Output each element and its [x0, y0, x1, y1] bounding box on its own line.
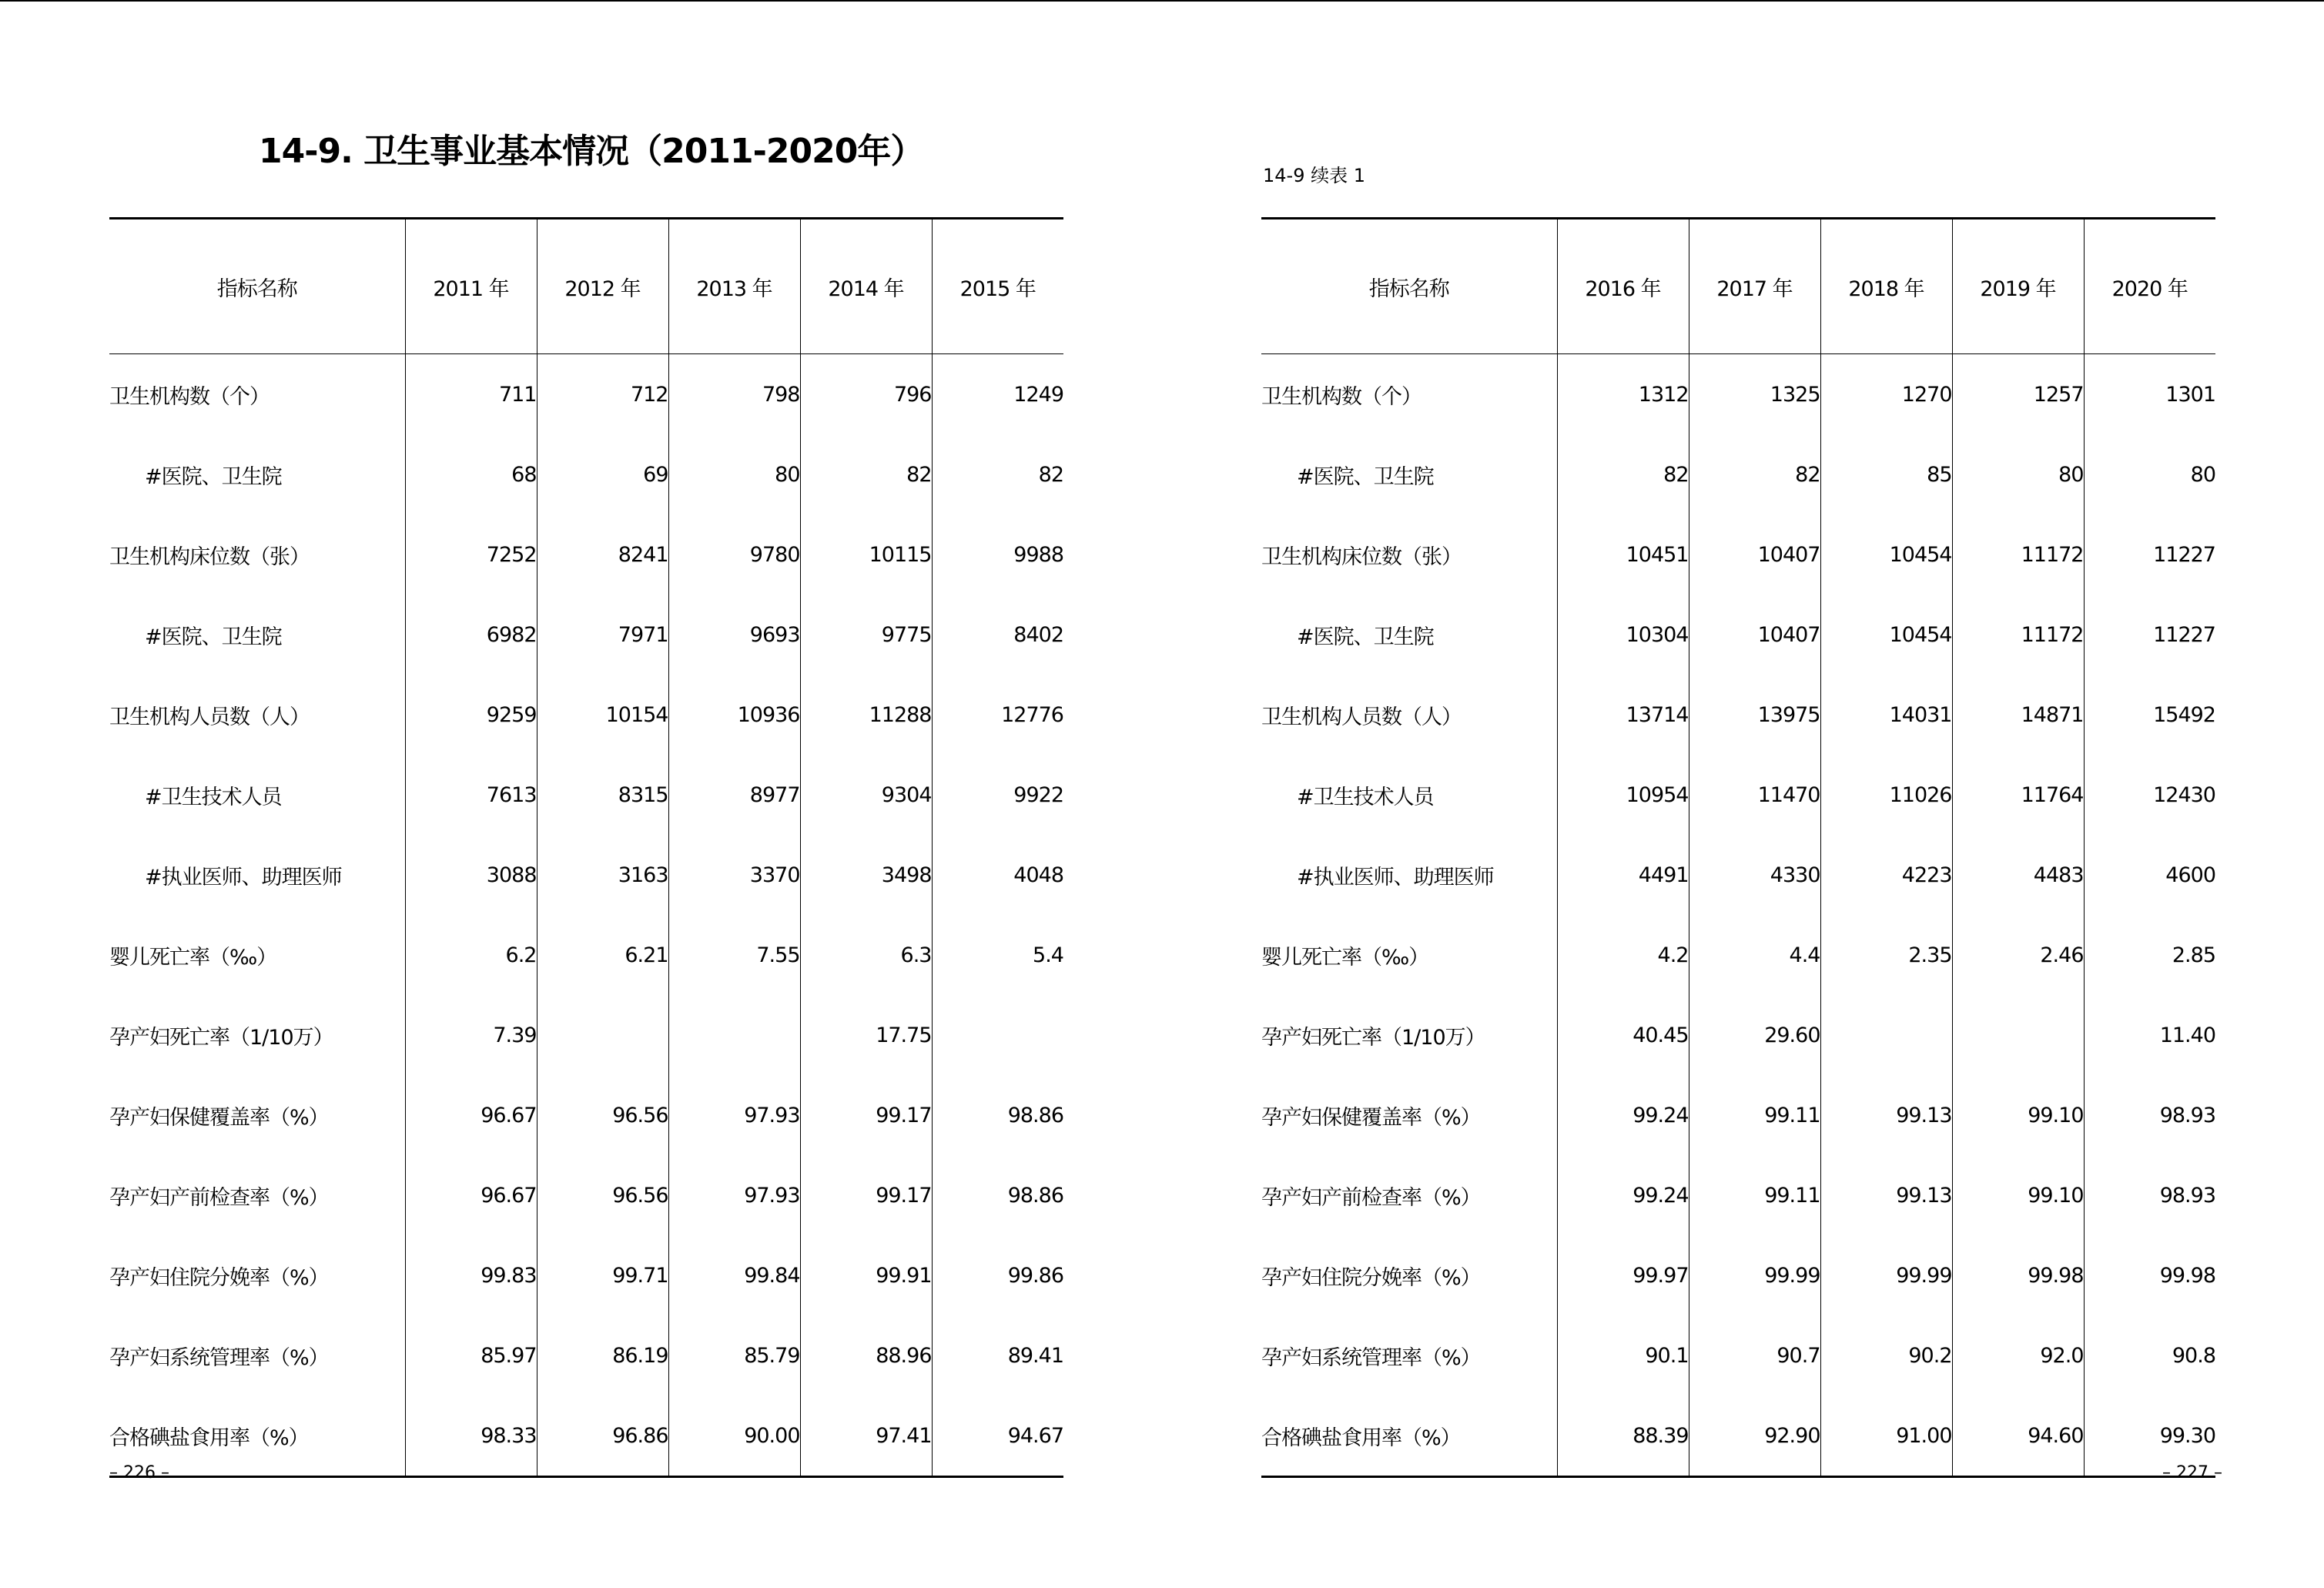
value-cell: 96.67 — [405, 1155, 537, 1235]
value-cell: 7.39 — [405, 995, 537, 1075]
table-row — [1261, 434, 2215, 514]
value-cell: 10454 — [1820, 595, 1952, 675]
indicator-name: #医院、卫生院 — [1297, 464, 1434, 489]
value-cell: 796 — [800, 354, 932, 435]
value-cell: 10115 — [800, 514, 932, 595]
indicator-name: 孕产妇系统管理率（%） — [109, 1345, 329, 1370]
value-cell: 13714 — [1557, 675, 1689, 755]
value-cell: 10451 — [1557, 514, 1689, 595]
indicator-name: 卫生机构数（个） — [1261, 384, 1422, 409]
value-cell: 10407 — [1689, 514, 1820, 595]
value-cell: 4223 — [1820, 835, 1952, 915]
value-cell: 99.17 — [800, 1075, 932, 1155]
value-cell: 10454 — [1820, 514, 1952, 595]
value-cell: 12430 — [2084, 755, 2215, 835]
value-cell: 11.40 — [2084, 995, 2215, 1075]
value-cell: 10407 — [1689, 595, 1820, 675]
indicator-name: 孕产妇系统管理率（%） — [1261, 1345, 1481, 1370]
table-row — [109, 595, 1063, 675]
header-year: 2015 年 — [932, 219, 1063, 354]
indicator-name: 婴儿死亡率（‰） — [1261, 945, 1429, 970]
value-cell: 85 — [1820, 434, 1952, 514]
value-cell: 99.98 — [1952, 1235, 2084, 1315]
top-border — [0, 0, 2324, 2]
value-cell: 7252 — [405, 514, 537, 595]
value-cell: 98.33 — [405, 1395, 537, 1477]
header-year: 2020 年 — [2084, 219, 2215, 354]
table-row — [109, 1235, 1063, 1315]
value-cell: 798 — [668, 354, 800, 435]
value-cell: 92.90 — [1689, 1395, 1820, 1477]
indicator-name: 卫生机构人员数（人） — [1261, 705, 1462, 729]
value-cell: 80 — [1952, 434, 2084, 514]
value-cell: 90.00 — [668, 1395, 800, 1477]
table-row — [1261, 595, 2215, 675]
value-cell: 97.41 — [800, 1395, 932, 1477]
value-cell: 9988 — [932, 514, 1063, 595]
value-cell: 97.93 — [668, 1075, 800, 1155]
value-cell: 14871 — [1952, 675, 2084, 755]
value-cell: 15492 — [2084, 675, 2215, 755]
header-row — [1261, 219, 2215, 354]
value-cell: 11026 — [1820, 755, 1952, 835]
value-cell: 96.86 — [537, 1395, 668, 1477]
value-cell: 99.71 — [537, 1235, 668, 1315]
indicator-name: 卫生机构床位数（张） — [109, 544, 310, 569]
value-cell: 98.93 — [2084, 1155, 2215, 1235]
continuation-label: 14-9 续表 1 — [1263, 165, 1365, 186]
indicator-name: #执业医师、助理医师 — [1297, 865, 1494, 889]
table-row — [1261, 1235, 2215, 1315]
indicator-name: 卫生机构床位数（张） — [1261, 544, 1462, 569]
table-row — [1261, 1075, 2215, 1155]
value-cell: 82 — [1689, 434, 1820, 514]
indicator-name: 孕产妇住院分娩率（%） — [1261, 1265, 1481, 1290]
value-cell: 12776 — [932, 675, 1063, 755]
value-cell: 7971 — [537, 595, 668, 675]
indicator-name: #医院、卫生院 — [145, 625, 282, 649]
value-cell: 13975 — [1689, 675, 1820, 755]
value-cell: 94.67 — [932, 1395, 1063, 1477]
value-cell: 8241 — [537, 514, 668, 595]
value-cell: 3370 — [668, 835, 800, 915]
value-cell: 1312 — [1557, 354, 1689, 435]
value-cell: 40.45 — [1557, 995, 1689, 1075]
value-cell: 9693 — [668, 595, 800, 675]
value-cell: 10954 — [1557, 755, 1689, 835]
value-cell: 10154 — [537, 675, 668, 755]
value-cell: 3163 — [537, 835, 668, 915]
left-stat-table — [109, 217, 1063, 1478]
value-cell: 69 — [537, 434, 668, 514]
indicator-name: 孕产妇死亡率（1/10万） — [109, 1025, 333, 1050]
value-cell: 92.0 — [1952, 1315, 2084, 1395]
table-row — [1261, 1315, 2215, 1395]
value-cell: 5.4 — [932, 915, 1063, 995]
value-cell: 90.8 — [2084, 1315, 2215, 1395]
value-cell: 2.46 — [1952, 915, 2084, 995]
table-row — [1261, 1395, 2215, 1477]
value-cell: 82 — [1557, 434, 1689, 514]
table-row — [1261, 995, 2215, 1075]
value-cell: 1301 — [2084, 354, 2215, 435]
table-row — [109, 835, 1063, 915]
value-cell: 9304 — [800, 755, 932, 835]
value-cell: 11764 — [1952, 755, 2084, 835]
value-cell: 88.96 — [800, 1315, 932, 1395]
table-row — [1261, 354, 2215, 435]
value-cell: 99.10 — [1952, 1075, 2084, 1155]
header-year: 2017 年 — [1689, 219, 1820, 354]
value-cell: 8402 — [932, 595, 1063, 675]
value-cell: 91.00 — [1820, 1395, 1952, 1477]
indicator-name: 合格碘盐食用率（%） — [109, 1426, 309, 1450]
value-cell: 82 — [800, 434, 932, 514]
table-row — [109, 755, 1063, 835]
table-row — [109, 1315, 1063, 1395]
header-year: 2011 年 — [405, 219, 537, 354]
value-cell: 29.60 — [1689, 995, 1820, 1075]
value-cell: 712 — [537, 354, 668, 435]
value-cell: 4.2 — [1557, 915, 1689, 995]
right-stat-table — [1261, 217, 2215, 1478]
value-cell: 80 — [2084, 434, 2215, 514]
value-cell: 99.99 — [1820, 1235, 1952, 1315]
value-cell: 6.21 — [537, 915, 668, 995]
indicator-name: #卫生技术人员 — [145, 785, 282, 809]
value-cell: 85.79 — [668, 1315, 800, 1395]
indicator-name: #医院、卫生院 — [145, 464, 282, 489]
header-year: 2012 年 — [537, 219, 668, 354]
indicator-name: 孕产妇产前检查率（%） — [1261, 1185, 1481, 1210]
table-row — [109, 354, 1063, 435]
value-cell: 10936 — [668, 675, 800, 755]
value-cell: 1249 — [932, 354, 1063, 435]
value-cell: 99.24 — [1557, 1075, 1689, 1155]
value-cell: 99.11 — [1689, 1075, 1820, 1155]
table-row — [1261, 675, 2215, 755]
table-row — [1261, 915, 2215, 995]
value-cell: 9259 — [405, 675, 537, 755]
header-year: 2019 年 — [1952, 219, 2084, 354]
value-cell: 99.13 — [1820, 1075, 1952, 1155]
value-cell: 96.56 — [537, 1075, 668, 1155]
value-cell: 68 — [405, 434, 537, 514]
value-cell: 88.39 — [1557, 1395, 1689, 1477]
table-row — [1261, 835, 2215, 915]
table-row — [109, 915, 1063, 995]
value-cell: 7.55 — [668, 915, 800, 995]
table-row — [109, 675, 1063, 755]
indicator-name: 婴儿死亡率（‰） — [109, 945, 277, 970]
table-row — [1261, 755, 2215, 835]
value-cell: 99.97 — [1557, 1235, 1689, 1315]
header-year: 2013 年 — [668, 219, 800, 354]
table-row — [109, 514, 1063, 595]
header-indicator-name: 指标名称 — [1261, 219, 1557, 354]
value-cell: 80 — [668, 434, 800, 514]
value-cell: 94.60 — [1952, 1395, 2084, 1477]
indicator-name: 卫生机构人员数（人） — [109, 705, 310, 729]
table-row — [109, 434, 1063, 514]
value-cell: 99.84 — [668, 1235, 800, 1315]
value-cell: 9922 — [932, 755, 1063, 835]
value-cell: 711 — [405, 354, 537, 435]
indicator-name: 卫生机构数（个） — [109, 384, 270, 409]
header-row — [109, 219, 1063, 354]
value-cell: 98.86 — [932, 1155, 1063, 1235]
value-cell: 99.10 — [1952, 1155, 2084, 1235]
value-cell: 96.56 — [537, 1155, 668, 1235]
value-cell: 89.41 — [932, 1315, 1063, 1395]
value-cell: 11227 — [2084, 595, 2215, 675]
value-cell — [932, 995, 1063, 1075]
value-cell: 4600 — [2084, 835, 2215, 915]
indicator-name: 孕产妇住院分娩率（%） — [109, 1265, 329, 1290]
value-cell: 96.67 — [405, 1075, 537, 1155]
value-cell: 17.75 — [800, 995, 932, 1075]
value-cell: 4.4 — [1689, 915, 1820, 995]
value-cell: 4330 — [1689, 835, 1820, 915]
indicator-name: #医院、卫生院 — [1297, 625, 1434, 649]
value-cell: 4491 — [1557, 835, 1689, 915]
header-year: 2018 年 — [1820, 219, 1952, 354]
indicator-name: 孕产妇保健覆盖率（%） — [109, 1105, 329, 1130]
value-cell: 99.91 — [800, 1235, 932, 1315]
value-cell — [668, 995, 800, 1075]
value-cell — [1820, 995, 1952, 1075]
value-cell — [537, 995, 668, 1075]
value-cell: 1257 — [1952, 354, 2084, 435]
header-year: 2014 年 — [800, 219, 932, 354]
value-cell: 3498 — [800, 835, 932, 915]
value-cell: 2.85 — [2084, 915, 2215, 995]
page-number-right: – 227 – — [2162, 1463, 2222, 1482]
page-number-left: – 226 – — [109, 1463, 169, 1482]
table-row — [1261, 1155, 2215, 1235]
indicator-name: #卫生技术人员 — [1297, 785, 1434, 809]
value-cell: 98.86 — [932, 1075, 1063, 1155]
page-title: 14-9. 卫生事业基本情况（2011-2020年） — [259, 132, 924, 171]
table-row — [109, 995, 1063, 1075]
value-cell: 9780 — [668, 514, 800, 595]
value-cell: 98.93 — [2084, 1075, 2215, 1155]
indicator-name: 合格碘盐食用率（%） — [1261, 1426, 1461, 1450]
value-cell: 10304 — [1557, 595, 1689, 675]
indicator-name: #执业医师、助理医师 — [145, 865, 342, 889]
value-cell: 99.24 — [1557, 1155, 1689, 1235]
value-cell: 6982 — [405, 595, 537, 675]
value-cell: 99.86 — [932, 1235, 1063, 1315]
value-cell: 11288 — [800, 675, 932, 755]
value-cell: 14031 — [1820, 675, 1952, 755]
header-year: 2016 年 — [1557, 219, 1689, 354]
value-cell: 85.97 — [405, 1315, 537, 1395]
value-cell: 86.19 — [537, 1315, 668, 1395]
table-row — [109, 1155, 1063, 1235]
value-cell: 2.35 — [1820, 915, 1952, 995]
value-cell: 1270 — [1820, 354, 1952, 435]
value-cell: 11470 — [1689, 755, 1820, 835]
value-cell: 6.2 — [405, 915, 537, 995]
value-cell: 4048 — [932, 835, 1063, 915]
value-cell — [1952, 995, 2084, 1075]
table-row — [109, 1075, 1063, 1155]
value-cell: 8315 — [537, 755, 668, 835]
value-cell: 99.30 — [2084, 1395, 2215, 1477]
value-cell: 99.11 — [1689, 1155, 1820, 1235]
value-cell: 7613 — [405, 755, 537, 835]
value-cell: 8977 — [668, 755, 800, 835]
value-cell: 4483 — [1952, 835, 2084, 915]
value-cell: 11172 — [1952, 514, 2084, 595]
value-cell: 82 — [932, 434, 1063, 514]
value-cell: 11172 — [1952, 595, 2084, 675]
value-cell: 9775 — [800, 595, 932, 675]
value-cell: 99.13 — [1820, 1155, 1952, 1235]
value-cell: 99.83 — [405, 1235, 537, 1315]
value-cell: 90.1 — [1557, 1315, 1689, 1395]
value-cell: 90.7 — [1689, 1315, 1820, 1395]
indicator-name: 孕产妇死亡率（1/10万） — [1261, 1025, 1485, 1050]
value-cell: 97.93 — [668, 1155, 800, 1235]
table-row — [1261, 514, 2215, 595]
value-cell: 1325 — [1689, 354, 1820, 435]
value-cell: 11227 — [2084, 514, 2215, 595]
table-row — [109, 1395, 1063, 1477]
header-indicator-name: 指标名称 — [109, 219, 405, 354]
indicator-name: 孕产妇保健覆盖率（%） — [1261, 1105, 1481, 1130]
value-cell: 99.17 — [800, 1155, 932, 1235]
value-cell: 99.99 — [1689, 1235, 1820, 1315]
value-cell: 90.2 — [1820, 1315, 1952, 1395]
value-cell: 99.98 — [2084, 1235, 2215, 1315]
value-cell: 3088 — [405, 835, 537, 915]
value-cell: 6.3 — [800, 915, 932, 995]
indicator-name: 孕产妇产前检查率（%） — [109, 1185, 329, 1210]
